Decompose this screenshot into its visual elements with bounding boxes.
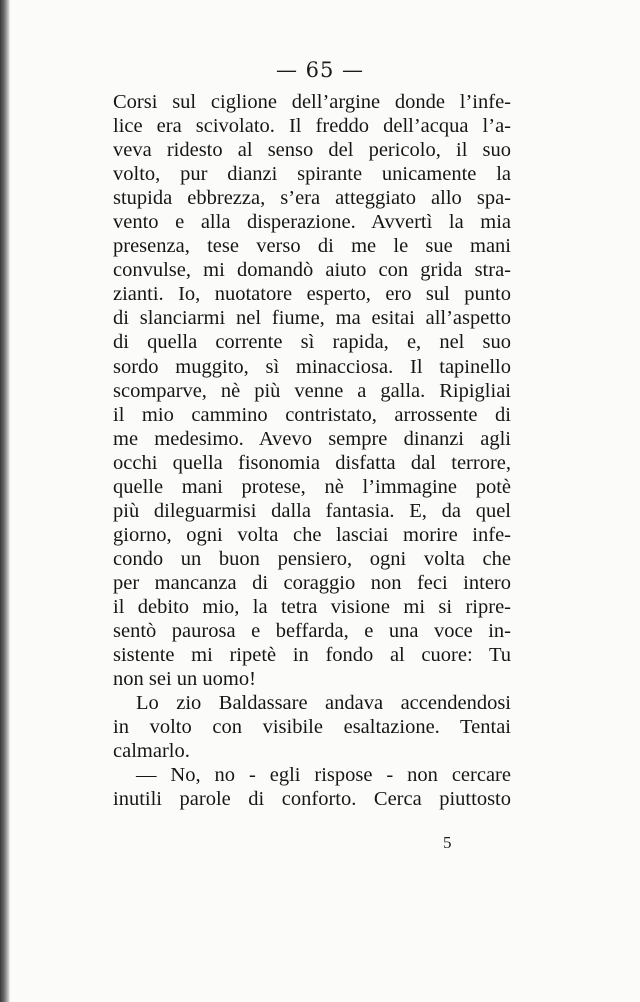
text-line: — No, no - egli rispose - non cercare <box>136 764 511 787</box>
text-line: stupida ebbrezza, s’era atteggiato allo spa- <box>113 187 511 210</box>
page-number-header: — 65 — <box>275 58 365 82</box>
text-line: in volto con visibile esaltazione. Tentai <box>113 716 511 739</box>
text-line: condo un buon pensiero, ogni volta che <box>113 547 511 570</box>
text-line: me medesimo. Avevo sempre dinanzi agli <box>113 427 511 450</box>
text-line: vento e alla disperazione. Avvertì la mia <box>113 211 511 234</box>
text-line: scomparve, nè più venne a galla. Ripigliai <box>113 379 511 402</box>
text-line: giorno, ogni volta che lasciai morire infe- <box>113 523 511 546</box>
text-line: Lo zio Baldassare andava accendendosi <box>136 692 511 715</box>
body-text <box>113 90 511 811</box>
text-line: sistente mi ripetè in fondo al cuore: Tu <box>113 644 511 667</box>
text-line: Corsi sul ciglione dell’argine donde l’infe- <box>113 91 511 113</box>
text-line: volto, pur dianzi spirante unicamente la <box>113 163 511 186</box>
text-line: più dileguarmisi dalla fantasia. E, da quel <box>113 499 511 522</box>
text-line: occhi quella fisonomia disfatta dal terrore, <box>113 451 511 474</box>
text-line: per mancanza di coraggio non feci intero <box>113 571 511 594</box>
page-binding-edge <box>0 0 10 1002</box>
signature-mark: 5 <box>443 833 452 852</box>
text-line: non sei un uomo! <box>113 668 256 691</box>
text-line: di quella corrente sì rapida, e, nel suo <box>113 331 511 354</box>
text-line: il mio cammino contristato, arrossente di <box>113 403 511 426</box>
text-line: veva ridesto al senso del pericolo, il suo <box>113 139 511 162</box>
text-line: sordo muggito, sì minacciosa. Il tapinello <box>113 355 511 378</box>
text-line: inutili parole di conforto. Cerca piuttosto <box>113 788 511 811</box>
text-line: il debito mio, la tetra visione mi si ripre- <box>113 595 511 618</box>
text-line: lice era scivolato. Il freddo dell’acqua l’a- <box>113 115 511 138</box>
text-line: convulse, mi domandò aiuto con grida stra- <box>113 259 511 282</box>
text-line: quelle mani protese, nè l’immagine potè <box>113 475 511 498</box>
text-line: di slanciarmi nel fiume, ma esitai all’aspetto <box>113 307 511 330</box>
text-line: presenza, tese verso di me le sue mani <box>113 235 511 258</box>
text-line: calmarlo. <box>113 740 190 763</box>
text-line: sentò paurosa e beffarda, e una voce in- <box>113 620 511 643</box>
text-line: zianti. Io, nuotatore esperto, ero sul punto <box>113 283 511 306</box>
